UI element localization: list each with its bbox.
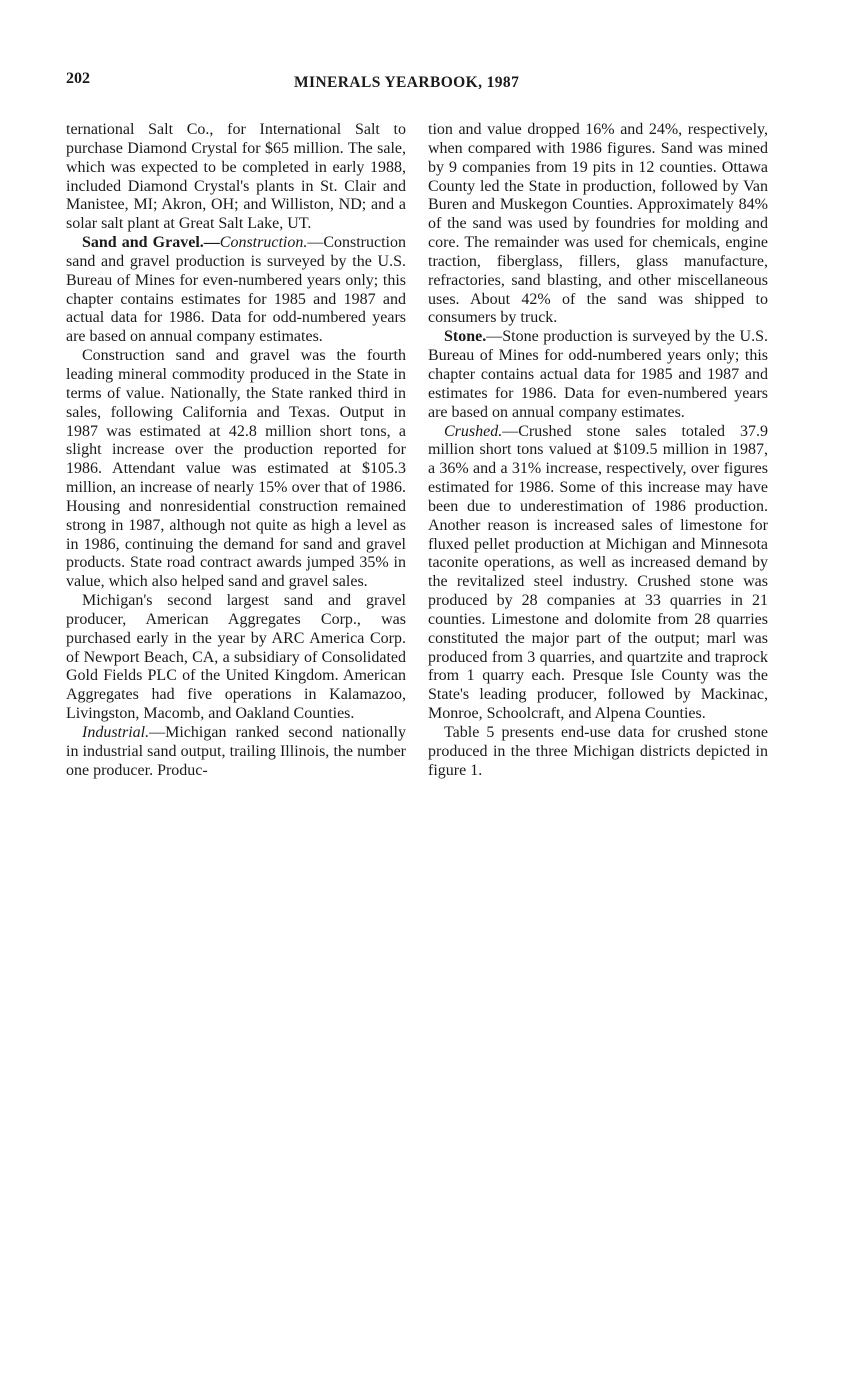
paragraph-table-reference: Table 5 presents end-use data for crushed stone produced in the three Michigan districts depicted in figure 1. [428, 724, 768, 779]
paragraph-sand-gravel-intro [66, 234, 406, 347]
paragraph-industrial-sand-cont: tion and value dropped 16% and 24%, respectively, when compared with 1986 figures. Sand was mined by 9 companies from 19 pits in 12 counties. Ottawa County led the State in production, followed by Van Buren and Muskegon Counties. Approximately 84% of the sand was used by foundries for molding and core. The remainder was used for chemicals, engine traction, fiberglass, fillers, glass manufacture, refractories, sand blasting, and other miscellaneous uses. About 42% of the sand was shipped to consumers by truck. [428, 121, 768, 327]
page-number: 202 [66, 70, 90, 87]
section-heading-stone: Stone. [444, 328, 487, 346]
subheading-construction: Construction. [219, 234, 308, 252]
paragraph-crushed-stone [428, 423, 768, 725]
paragraph-text: —Michigan ranked second nationally in industrial sand output, trailing Illinois, the number one producer. Produc- [66, 724, 406, 779]
paragraph-stone-intro [428, 328, 768, 422]
paragraph-american-aggregates: Michigan's second largest sand and gravel producer, American Aggregates Corp., was purchased early in the year by ARC America Corp. of Newport Beach, CA, a subsidiary of Consolidated Gold Fields PLC of the United Kingdom. American Aggregates had five operations in Kalamazoo, Livingston, Macomb, and Oakland Counties. [66, 592, 406, 723]
left-column [66, 121, 406, 781]
paragraph-text: —Crushed stone sales totaled 37.9 million short tons valued at $109.5 million in 1987, a 36% and a 31% increase, respectively, over figures estimated for 1986. Some of this increase may have been due to underestimation of 1986 production. Another reason is increased sales of limestone for fluxed pellet production at Michigan and Minnesota taconite operations, as well as increased demand by the revitalized steel industry. Crushed stone was produced by 28 companies at 33 quarries in 21 counties. Limestone and dolomite from 28 quarries constituted the major part of the output; marl was produced from 3 quarries, and quartzite and traprock from 1 quarry each. Presque Isle County was the State's leading producer, followed by Mackinac, Monroe, Schoolcraft, and Alpena Counties. [428, 422, 768, 723]
right-column [428, 121, 768, 781]
paragraph-text: —Stone production is surveyed by the U.S. Bureau of Mines for odd-numbered years only; this chapter contains actual data for 1985 and 1987 and estimates for 1986. Data for even-numbered years are based on annual company estimates. [428, 328, 768, 421]
paragraph-salt-sale: ternational Salt Co., for International Salt to purchase Diamond Crystal for $65 million. The sale, which was expected to be completed in early 1988, included Diamond Crystal's plants in St. Clair and Manistee, MI; Akron, OH; and Williston, ND; and a solar salt plant at Great Salt Lake, UT. [66, 121, 406, 233]
section-heading-sand-gravel: Sand and Gravel.— [82, 234, 220, 252]
paragraph-construction-sand: Construction sand and gravel was the fourth leading mineral commodity produced in the State in terms of value. Nationally, the State ranked third in sales, following California and Texas. Output in 1987 was estimated at 42.8 million short tons, a slight increase over the production reported for 1986. Attendant value was estimated at $105.3 million, an increase of nearly 15% over that of 1986. Housing and nonresidential construction remained strong in 1987, although not quite as high a level as in 1986, continuing the demand for sand and gravel products. State road contract awards jumped 35% in value, which also helped sand and gravel sales. [66, 347, 406, 591]
subheading-crushed: Crushed. [444, 422, 503, 440]
subheading-industrial: Industrial. [82, 724, 150, 741]
paragraph-text: —Construction sand and gravel production is surveyed by the U.S. Bureau of Mines for even-numbered years only; this chapter contains estimates for 1985 and 1987 and actual data for 1986. Data for odd-numbered years are based on annual company estimates. [66, 234, 406, 346]
paragraph-industrial-sand [66, 724, 406, 781]
running-title: MINERALS YEARBOOK, 1987 [294, 74, 520, 91]
